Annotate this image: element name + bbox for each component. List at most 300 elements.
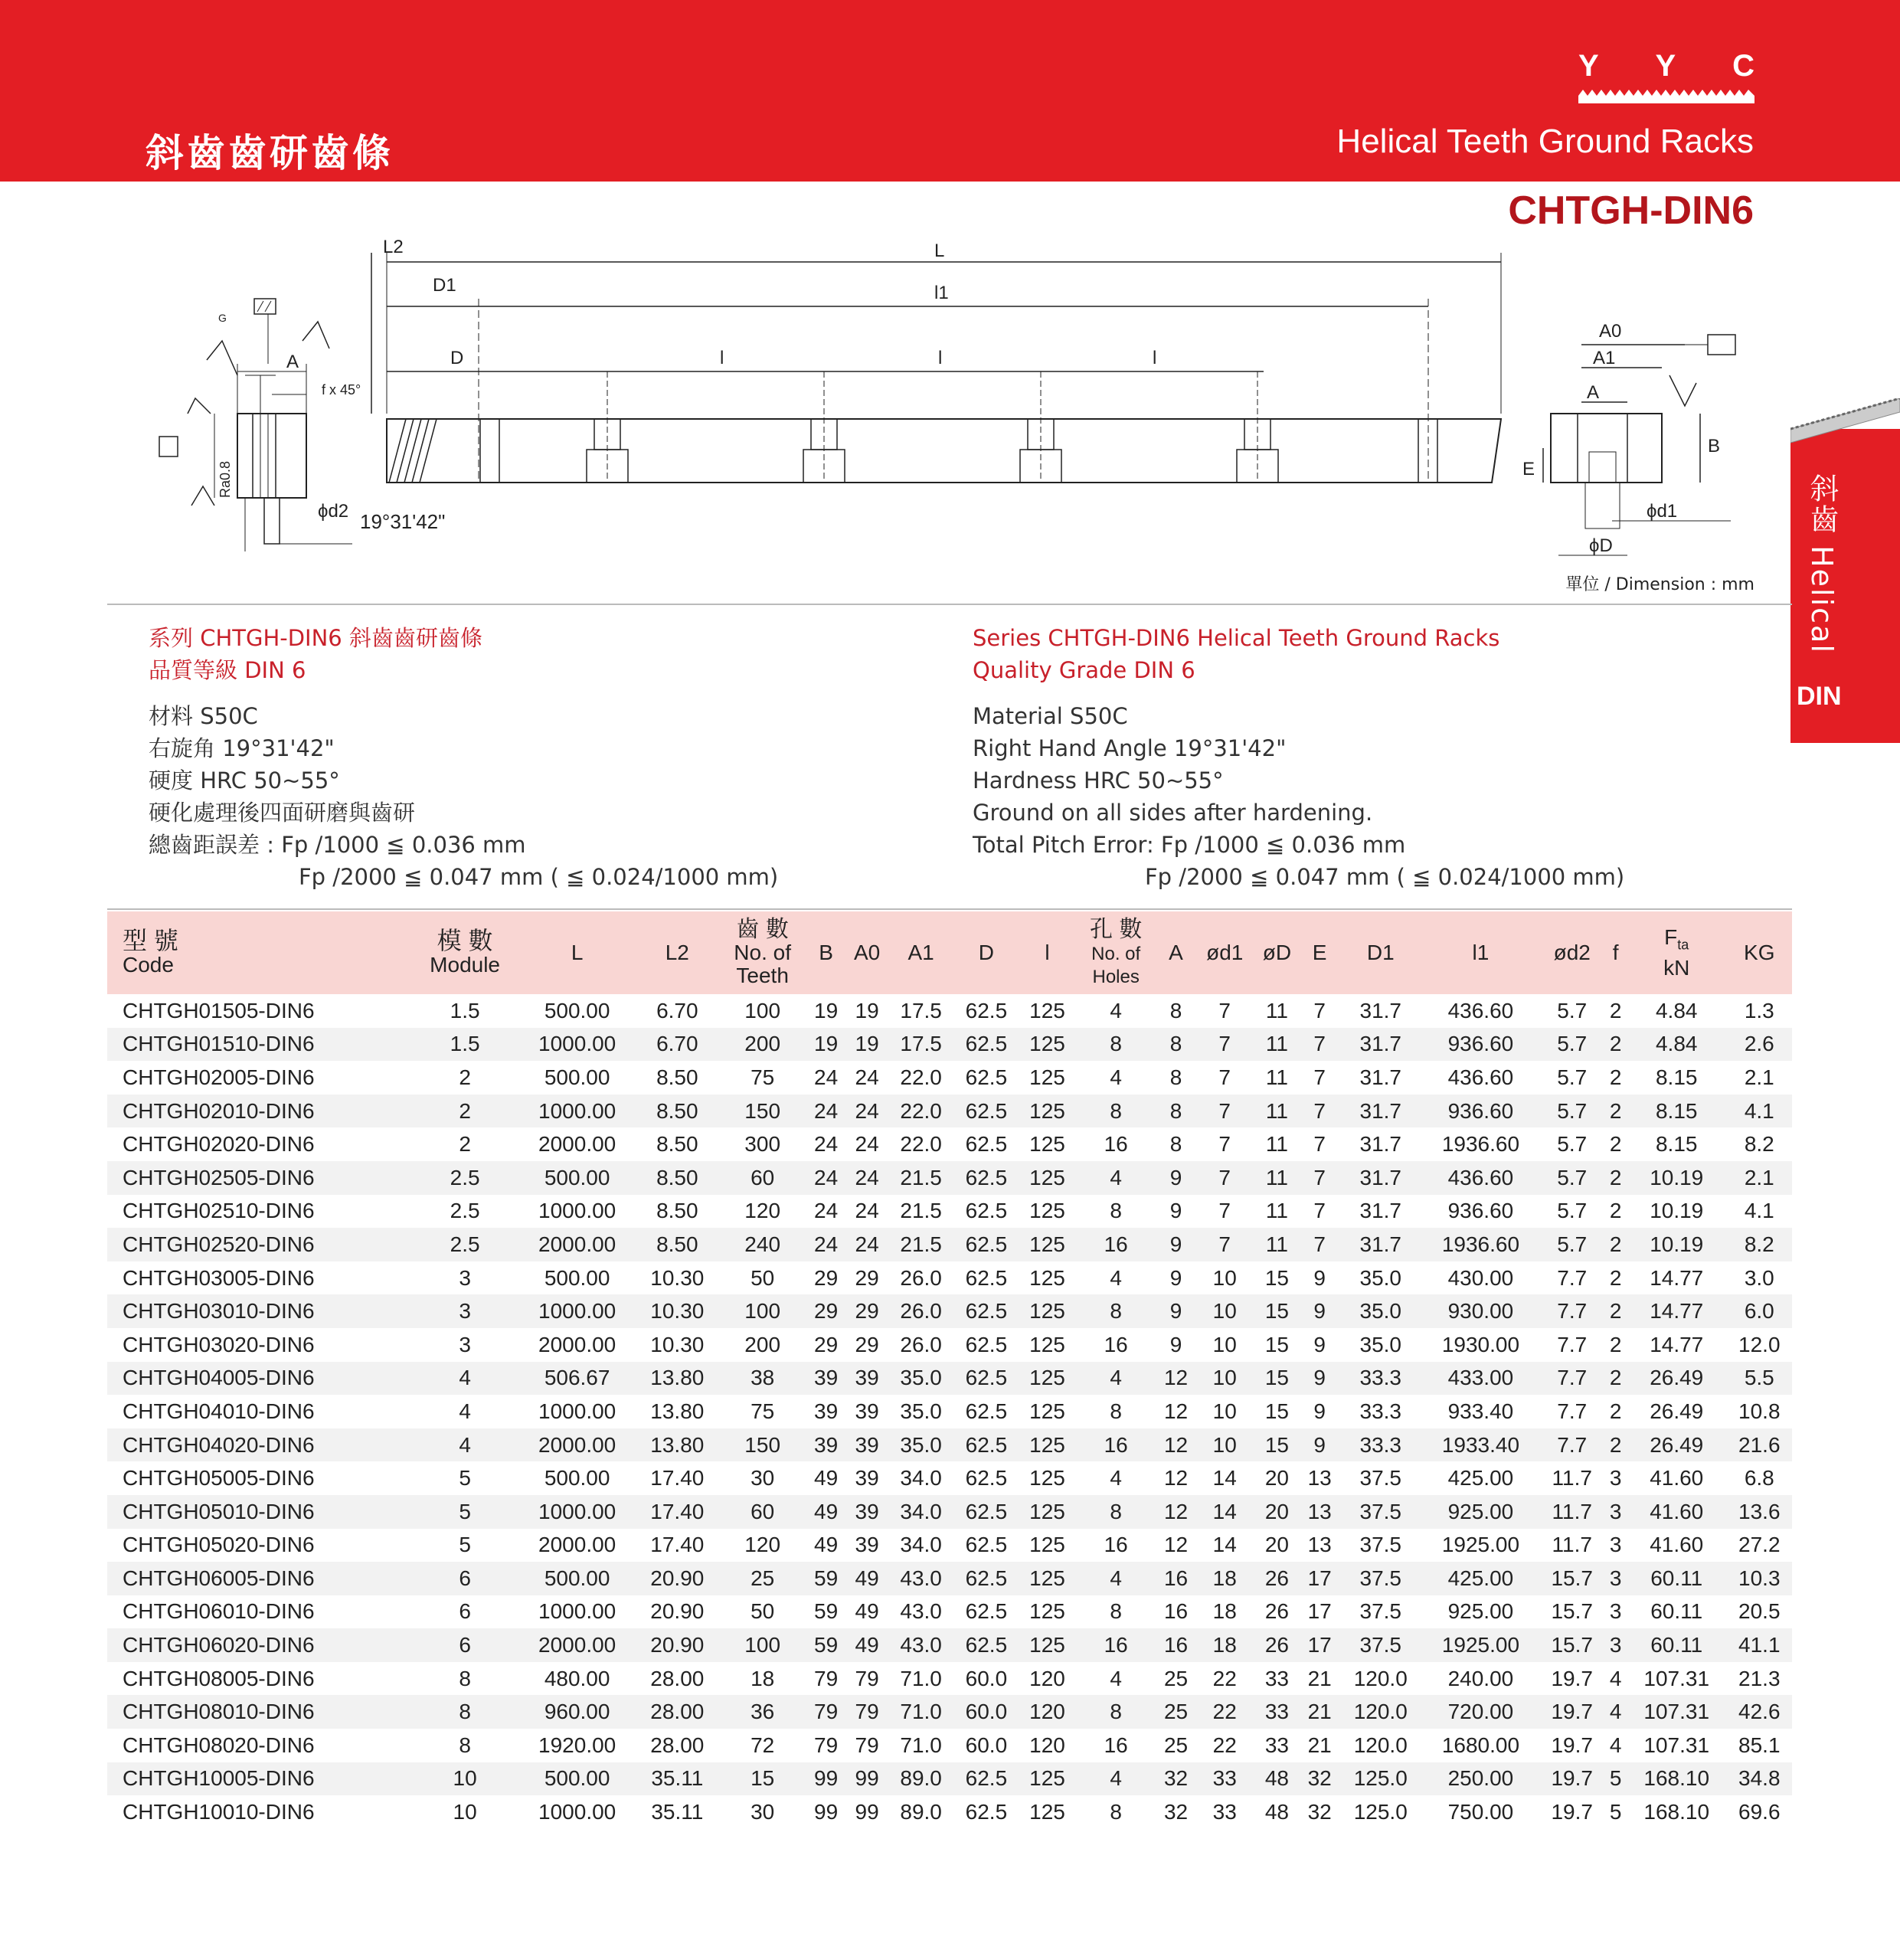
dim-label-D1: D1 — [433, 275, 456, 296]
table-cell: 15 — [1264, 1332, 1289, 1356]
table-cell: 20.90 — [636, 1628, 718, 1662]
table-cell: 2000.00 — [518, 1228, 636, 1261]
table-cell: 8.50 — [656, 1065, 698, 1089]
table-cell: 17 — [1300, 1562, 1339, 1595]
table-cell: 240 — [718, 1228, 806, 1261]
table-cell: 4 — [1075, 1762, 1156, 1796]
cell-code: CHTGH03005-DIN6 — [123, 1265, 315, 1290]
table-cell: 4 — [1075, 1161, 1156, 1195]
table-cell: 4 — [1110, 1666, 1122, 1690]
table-cell: 3 — [1609, 1466, 1622, 1490]
table-cell: 433.00 — [1422, 1362, 1539, 1396]
table-cell: 936.60 — [1422, 1095, 1539, 1128]
table-row — [107, 1495, 1792, 1529]
table-cell: 125 — [1029, 1065, 1065, 1089]
table-cell: 39 — [845, 1495, 888, 1529]
table-cell: 2 — [459, 1132, 471, 1157]
cell-code: CHTGH10005-DIN6 — [107, 1762, 411, 1796]
table-cell: 16 — [1104, 1132, 1128, 1157]
table-cell: 3.0 — [1744, 1265, 1774, 1290]
table-cell: 26 — [1264, 1599, 1289, 1624]
table-cell: 49 — [814, 1466, 839, 1490]
table-cell: 10 — [1195, 1428, 1254, 1462]
table-row — [107, 1261, 1792, 1295]
table-cell: 31.7 — [1339, 1228, 1422, 1261]
cell-code: CHTGH04020-DIN6 — [107, 1428, 411, 1462]
table-cell: 20.5 — [1738, 1599, 1781, 1624]
table-cell: 18 — [1212, 1599, 1237, 1624]
cell-code: CHTGH02020-DIN6 — [123, 1132, 315, 1157]
table-cell: 9 — [1169, 1265, 1182, 1290]
table-cell: 120 — [1029, 1666, 1065, 1690]
cell-code: CHTGH08005-DIN6 — [123, 1666, 315, 1690]
table-cell: 99 — [845, 1762, 888, 1796]
table-cell: 11 — [1265, 1199, 1288, 1223]
table-cell: 24 — [806, 1228, 845, 1261]
table-row — [107, 1762, 1792, 1796]
table-cell: 7 — [1195, 1095, 1254, 1128]
table-cell: 25 — [1163, 1666, 1189, 1690]
table-cell: 22 — [1212, 1666, 1237, 1690]
table-cell: 49 — [845, 1562, 888, 1595]
table-cell: 9 — [1300, 1428, 1339, 1462]
quality-line-cn: 品質等級 DIN 6 — [149, 657, 306, 683]
table-row — [107, 1127, 1792, 1161]
table-cell: 7 — [1300, 1161, 1339, 1195]
table-cell: 43.0 — [888, 1628, 953, 1662]
table-cell: 120 — [744, 1199, 781, 1223]
table-cell: 24 — [814, 1132, 839, 1157]
rack-logo-icon — [1578, 88, 1754, 103]
table-cell: 69.6 — [1738, 1800, 1781, 1824]
table-cell: 30 — [751, 1800, 775, 1824]
table-cell: 62.5 — [965, 1533, 1008, 1557]
table-cell: 9 — [1313, 1265, 1326, 1290]
table-cell: 960.00 — [518, 1695, 636, 1729]
header-f: f — [1604, 911, 1627, 994]
table-cell: 2 — [1604, 1028, 1627, 1062]
table-cell: 4 — [1604, 1695, 1627, 1729]
table-row — [107, 1362, 1792, 1396]
header-KG: KG — [1727, 911, 1792, 994]
table-cell: 4.84 — [1655, 998, 1698, 1023]
table-cell: 35.11 — [636, 1762, 718, 1796]
table-cell: 5.7 — [1557, 1132, 1588, 1157]
table-cell: 10 — [1212, 1265, 1237, 1290]
table-cell: 62.5 — [965, 1599, 1008, 1624]
table-cell: 14 — [1212, 1533, 1237, 1557]
table-cell: 20.90 — [650, 1599, 705, 1624]
table-cell: 120 — [1029, 1733, 1065, 1757]
table-cell: 10.30 — [650, 1332, 705, 1356]
table-cell: 17 — [1307, 1599, 1332, 1624]
hardness-en: Hardness HRC 50~55° — [973, 767, 1224, 793]
table-cell: 8.15 — [1655, 1132, 1698, 1157]
table-cell: 2 — [1609, 1199, 1622, 1223]
table-cell: 8.15 — [1627, 1095, 1727, 1128]
table-cell: 2 — [1609, 1065, 1622, 1089]
table-cell: 500.00 — [518, 1562, 636, 1595]
header-l1: l1 — [1422, 911, 1539, 994]
table-cell: 39 — [855, 1533, 879, 1557]
table-cell: 29 — [845, 1294, 888, 1328]
table-cell: 3 — [1609, 1533, 1622, 1557]
table-cell: 10.19 — [1627, 1228, 1727, 1261]
table-cell: 7 — [1300, 1228, 1339, 1261]
table-cell: 37.5 — [1359, 1599, 1401, 1624]
table-cell: 18 — [1195, 1562, 1254, 1595]
table-cell: 8 — [1075, 1028, 1156, 1062]
table-cell: 750.00 — [1447, 1800, 1514, 1824]
table-cell: 21 — [1307, 1666, 1332, 1690]
dim-label-A: A — [286, 352, 299, 372]
table-cell: 2 — [1609, 1132, 1622, 1157]
table-cell: 2 — [1604, 1228, 1627, 1261]
table-cell: 5.7 — [1557, 1199, 1588, 1223]
table-cell: 936.60 — [1447, 1199, 1514, 1223]
table-cell: 39 — [855, 1399, 879, 1423]
process-en: Ground on all sides after hardening. — [973, 800, 1373, 826]
header-module: 模 數 Module — [411, 911, 518, 994]
table-cell: 62.5 — [965, 1132, 1008, 1157]
table-cell: 2 — [1604, 1362, 1627, 1396]
pitch-error2-en: Fp /2000 ≦ 0.047 mm ( ≦ 0.024/1000 mm) — [1145, 864, 1625, 890]
table-cell: 8.2 — [1744, 1132, 1774, 1157]
table-cell: 8.50 — [636, 1095, 718, 1128]
table-cell: 62.5 — [965, 998, 1008, 1023]
table-cell: 62.5 — [953, 1095, 1019, 1128]
header-teeth: 齒 數 No. of Teeth — [718, 911, 806, 994]
table-cell: 24 — [855, 1199, 879, 1223]
table-cell: 3 — [1609, 1599, 1622, 1624]
dim-label-f45: f x 45° — [322, 382, 361, 398]
table-cell: 18 — [751, 1666, 775, 1690]
angle-en: Right Hand Angle 19°31'42" — [973, 735, 1287, 761]
angle-cn: 右旋角 19°31'42" — [149, 735, 335, 761]
table-cell: 41.60 — [1650, 1466, 1704, 1490]
table-cell: 17 — [1300, 1628, 1339, 1662]
table-cell: 8 — [1169, 1132, 1182, 1157]
cell-code: CHTGH06020-DIN6 — [107, 1628, 411, 1662]
table-cell: 19 — [845, 1028, 888, 1062]
table-cell: 9 — [1169, 1332, 1182, 1356]
table-cell: 300 — [744, 1132, 781, 1157]
table-cell: 31.7 — [1359, 1065, 1401, 1089]
table-cell: 50 — [751, 1599, 775, 1624]
table-cell: 62.5 — [953, 1495, 1019, 1529]
table-cell: 60 — [718, 1161, 806, 1195]
header-l: l — [1019, 911, 1076, 994]
table-cell: 7 — [1218, 1065, 1231, 1089]
table-cell: 13.6 — [1727, 1495, 1792, 1529]
table-cell: 37.5 — [1359, 1466, 1401, 1490]
table-cell: 11 — [1254, 1095, 1300, 1128]
table-cell: 125.0 — [1353, 1800, 1408, 1824]
table-row — [107, 1428, 1792, 1462]
table-cell: 35.0 — [1339, 1294, 1422, 1328]
table-cell: 7.7 — [1539, 1362, 1604, 1396]
table-cell: 33.3 — [1359, 1399, 1401, 1423]
table-cell: 1925.00 — [1422, 1628, 1539, 1662]
pitch-error-en: Total Pitch Error: Fp /1000 ≦ 0.036 mm — [973, 832, 1406, 858]
table-header-row — [107, 911, 1792, 994]
table-cell: 6 — [411, 1628, 518, 1662]
table-cell: 107.31 — [1643, 1733, 1710, 1757]
table-cell: 2.5 — [450, 1199, 480, 1223]
table-cell: 32 — [1300, 1762, 1339, 1796]
table-cell: 9 — [1300, 1294, 1339, 1328]
table-row — [107, 1461, 1792, 1495]
table-cell: 9 — [1169, 1199, 1182, 1223]
dim-label-l1: l1 — [934, 283, 949, 303]
table-cell: 79 — [845, 1695, 888, 1729]
pitch-error-cn: 總齒距誤差 : Fp /1000 ≦ 0.036 mm — [149, 832, 526, 858]
table-cell: 17.40 — [650, 1533, 705, 1557]
dim-label-E: E — [1522, 459, 1535, 479]
spec-table — [107, 911, 1792, 1829]
table-cell: 37.5 — [1339, 1562, 1422, 1595]
table-cell: 31.7 — [1359, 1199, 1401, 1223]
table-cell: 4 — [459, 1399, 471, 1423]
table-cell: 3 — [459, 1265, 471, 1290]
table-cell: 36 — [718, 1695, 806, 1729]
table-cell: 3 — [1604, 1495, 1627, 1529]
table-row — [107, 1795, 1792, 1829]
table-cell: 41.60 — [1627, 1495, 1727, 1529]
table-cell: 933.40 — [1447, 1399, 1514, 1423]
table-cell: 39 — [845, 1362, 888, 1396]
table-cell: 24 — [806, 1095, 845, 1128]
table-cell: 62.5 — [965, 1800, 1008, 1824]
table-cell: 8 — [1110, 1800, 1122, 1824]
table-cell: 125 — [1019, 1562, 1076, 1595]
table-cell: 1000.00 — [538, 1599, 616, 1624]
table-cell: 41.1 — [1727, 1628, 1792, 1662]
table-cell: 1936.60 — [1441, 1132, 1520, 1157]
table-cell: 62.5 — [953, 1028, 1019, 1062]
table-cell: 8 — [1075, 1294, 1156, 1328]
header-A: A — [1156, 911, 1195, 994]
table-cell: 59 — [814, 1599, 839, 1624]
table-cell: 7.7 — [1539, 1428, 1604, 1462]
table-cell: 15.7 — [1539, 1628, 1604, 1662]
table-cell: 25 — [1163, 1733, 1189, 1757]
table-cell: 62.5 — [953, 1362, 1019, 1396]
table-cell: 48 — [1264, 1800, 1289, 1824]
cell-code: CHTGH05010-DIN6 — [107, 1495, 411, 1529]
table-cell: 1000.00 — [518, 1294, 636, 1328]
table-cell: 7 — [1218, 1199, 1231, 1223]
table-cell: 5 — [1609, 1800, 1622, 1824]
table-cell: 14.77 — [1650, 1265, 1704, 1290]
table-cell: 22 — [1212, 1733, 1237, 1757]
table-cell: 100 — [744, 998, 781, 1023]
table-cell: 5 — [459, 1466, 471, 1490]
dim-label-d2: ϕd2 — [318, 501, 349, 522]
dim-label-l: l — [720, 348, 724, 368]
roughness-label: Ra0.8 — [217, 460, 233, 498]
table-cell: 5.5 — [1727, 1362, 1792, 1396]
material-cn: 材料 S50C — [149, 703, 258, 729]
table-cell: 24 — [814, 1199, 839, 1223]
table-cell: 14 — [1212, 1466, 1237, 1490]
table-cell: 10 — [1195, 1294, 1254, 1328]
dim-label-L2: L2 — [383, 237, 404, 257]
table-cell: 8 — [1110, 1599, 1122, 1624]
table-cell: 71.0 — [888, 1695, 953, 1729]
table-cell: 22 — [1195, 1695, 1254, 1729]
table-cell: 35.0 — [888, 1362, 953, 1396]
table-cell: 125 — [1029, 1599, 1065, 1624]
table-cell: 200 — [744, 1332, 781, 1356]
table-cell: 60.11 — [1627, 1562, 1727, 1595]
table-cell: 16 — [1104, 1533, 1128, 1557]
table-cell: 16 — [1104, 1733, 1128, 1757]
table-cell: 85.1 — [1738, 1733, 1781, 1757]
table-cell: 430.00 — [1447, 1265, 1514, 1290]
table-row — [107, 1228, 1792, 1261]
table-cell: 125 — [1019, 1095, 1076, 1128]
table-cell: 21.5 — [900, 1199, 942, 1223]
table-cell: 34.0 — [900, 1533, 942, 1557]
table-cell: 125 — [1019, 1628, 1076, 1662]
table-cell: 22.0 — [900, 1132, 942, 1157]
table-cell: 60 — [718, 1495, 806, 1529]
table-cell: 62.5 — [953, 1294, 1019, 1328]
table-cell: 79 — [855, 1666, 879, 1690]
table-cell: 240.00 — [1447, 1666, 1514, 1690]
table-cell: 120 — [744, 1533, 781, 1557]
table-cell: 3 — [411, 1294, 518, 1328]
table-cell: 62.5 — [953, 1762, 1019, 1796]
table-cell: 9 — [1300, 1362, 1339, 1396]
table-cell: 14.77 — [1627, 1294, 1727, 1328]
table-cell: 125 — [1029, 1399, 1065, 1423]
table-cell: 26 — [1254, 1628, 1300, 1662]
table-cell: 500.00 — [518, 1762, 636, 1796]
table-cell: 6.70 — [656, 998, 698, 1023]
table-cell: 125 — [1019, 1362, 1076, 1396]
table-cell: 125 — [1029, 1199, 1065, 1223]
table-cell: 125 — [1029, 1132, 1065, 1157]
cell-code: CHTGH04005-DIN6 — [107, 1362, 411, 1396]
table-cell: 7 — [1313, 1065, 1326, 1089]
table-cell: 1000.00 — [538, 1399, 616, 1423]
description-en — [973, 622, 1624, 893]
header-A0: A0 — [845, 911, 888, 994]
table-cell: 13 — [1307, 1466, 1332, 1490]
table-cell: 33 — [1264, 1666, 1289, 1690]
table-cell: 125 — [1029, 998, 1065, 1023]
table-cell: 5 — [411, 1495, 518, 1529]
table-cell: 125 — [1019, 1762, 1076, 1796]
table-cell: 1925.00 — [1441, 1533, 1520, 1557]
table-cell: 10 — [453, 1800, 477, 1824]
table-cell: 7 — [1218, 998, 1231, 1023]
dim-label-A1: A1 — [1593, 348, 1616, 368]
table-cell: 10.19 — [1627, 1161, 1727, 1195]
table-cell: 16 — [1156, 1628, 1195, 1662]
table-cell: 13.80 — [650, 1399, 705, 1423]
table-cell: 16 — [1075, 1228, 1156, 1261]
table-cell: 19 — [855, 998, 879, 1023]
table-cell: 930.00 — [1422, 1294, 1539, 1328]
table-cell: 4 — [1110, 1265, 1122, 1290]
cell-code: CHTGH02510-DIN6 — [123, 1199, 315, 1223]
table-cell: 10.3 — [1727, 1562, 1792, 1595]
table-cell: 24 — [855, 1065, 879, 1089]
table-cell: 29 — [855, 1332, 879, 1356]
table-cell: 17.5 — [888, 1028, 953, 1062]
table-row — [107, 1529, 1792, 1562]
cell-code: CHTGH08020-DIN6 — [123, 1733, 315, 1757]
table-cell: 71.0 — [900, 1733, 942, 1757]
table-cell: 125 — [1019, 1294, 1076, 1328]
table-cell: 480.00 — [544, 1666, 610, 1690]
table-cell: 35.0 — [888, 1428, 953, 1462]
table-cell: 15.7 — [1551, 1599, 1593, 1624]
table-cell: 8 — [1075, 1095, 1156, 1128]
table-cell: 26 — [1254, 1562, 1300, 1595]
table-cell: 9 — [1156, 1294, 1195, 1328]
table-cell: 8 — [1110, 1199, 1122, 1223]
grind-mark-label: G — [218, 312, 227, 324]
table-cell: 125 — [1029, 1800, 1065, 1824]
table-cell: 49 — [855, 1599, 879, 1624]
table-row — [107, 1395, 1792, 1428]
table-cell: 7 — [1313, 1199, 1326, 1223]
table-cell: 26.49 — [1627, 1362, 1727, 1396]
table-cell: 7 — [1313, 1132, 1326, 1157]
cell-code: CHTGH01505-DIN6 — [123, 998, 315, 1023]
table-cell: 49 — [814, 1533, 839, 1557]
table-cell: 2 — [411, 1095, 518, 1128]
series-line-en: Series CHTGH-DIN6 Helical Teeth Ground Racks — [973, 625, 1500, 651]
header-d1: ød1 — [1195, 911, 1254, 994]
table-cell: 79 — [814, 1733, 839, 1757]
cell-code: CHTGH08010-DIN6 — [107, 1695, 411, 1729]
table-cell: 28.00 — [650, 1733, 705, 1757]
table-cell: 21.5 — [888, 1228, 953, 1261]
table-cell: 15 — [1254, 1362, 1300, 1396]
table-cell: 120.0 — [1353, 1666, 1408, 1690]
table-cell: 31.7 — [1339, 1095, 1422, 1128]
table-cell: 8 — [1156, 1028, 1195, 1062]
table-cell: 168.10 — [1643, 1800, 1710, 1824]
table-cell: 5.7 — [1539, 1028, 1604, 1062]
table-cell: 1000.00 — [518, 1028, 636, 1062]
table-cell: 11 — [1254, 1161, 1300, 1195]
table-cell: 2 — [1609, 1332, 1622, 1356]
table-cell: 4 — [411, 1362, 518, 1396]
helix-angle-label: 19°31'42" — [360, 510, 446, 533]
table-cell: 1.5 — [450, 998, 480, 1023]
table-cell: 11 — [1265, 998, 1288, 1023]
table-cell: 10.19 — [1650, 1199, 1704, 1223]
table-cell: 38 — [718, 1362, 806, 1396]
table-cell: 8 — [1075, 1495, 1156, 1529]
table-cell: 500.00 — [544, 1065, 610, 1089]
table-cell: 16 — [1075, 1428, 1156, 1462]
table-cell: 21 — [1300, 1695, 1339, 1729]
table-cell: 2 — [1609, 998, 1622, 1023]
header-D: D — [953, 911, 1019, 994]
table-cell: 13.80 — [636, 1362, 718, 1396]
table-cell: 27.2 — [1738, 1533, 1781, 1557]
table-cell: 49 — [806, 1495, 845, 1529]
table-cell: 12 — [1163, 1533, 1189, 1557]
table-cell: 12 — [1163, 1399, 1189, 1423]
